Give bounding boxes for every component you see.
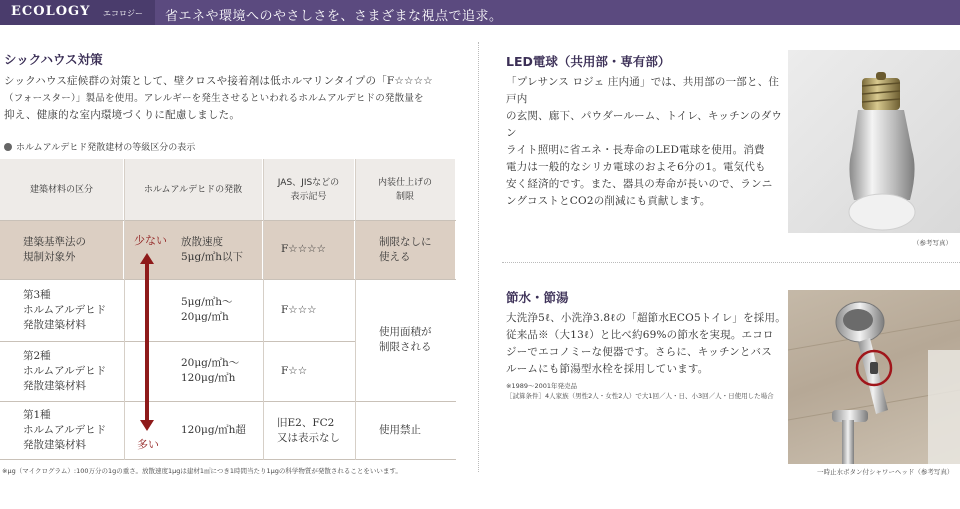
sick-house-body-line: （フォースター）」製品を使用。アレルギーを発生させるといわれるホルムアルデヒドの発散量を [4, 93, 424, 104]
header-title-ja: エコロジー [103, 9, 143, 18]
led-body [506, 74, 786, 210]
arrow-down-icon [140, 420, 154, 431]
water-title: 節水・節湯 [506, 290, 569, 305]
table-row-emission: 120μg/㎡h超 [124, 401, 263, 460]
bullet-icon [4, 143, 12, 151]
water-body [506, 310, 786, 378]
sick-house-body [4, 73, 474, 124]
header-slogan: 省エネや環境へのやさしさを、さまざまな視点で追求。 [165, 9, 503, 24]
table-row-mark: F☆☆ [263, 341, 355, 401]
led-title: LED電球（共用部・専有部） [506, 54, 671, 69]
led-body-line: 「プレサンス ロジェ 庄内通」では、共用部の一部と、住戸内 [506, 76, 780, 105]
table-header-category: 建築材料の区分 [0, 159, 124, 220]
table-row-mark: 旧E2、FC2 又は表示なし [263, 401, 355, 460]
table-title-text: ホルムアルデヒド発散建材の等級区分の表示 [16, 143, 196, 153]
water-note: ［試算条件］4人家族（男性2人・女性2人）で大1回／人・日、小3回／人・日使用した場合 [506, 392, 774, 400]
table-header-limit: 内装仕上げの 制限 [355, 159, 456, 220]
table-header-emission: ホルムアルデヒドの発散 [124, 159, 263, 220]
water-body-line: ルームにも節湯型水栓を採用しています。 [506, 363, 709, 375]
header-tag [0, 0, 155, 25]
table-merged-limit: 使用面積が 制限される [355, 279, 456, 401]
table-divider [124, 159, 125, 460]
table-row-category: 第1種 ホルムアルデヒド 発散建築材料 [0, 401, 124, 460]
table-divider [355, 159, 356, 460]
sick-house-body-line: 抑え、健康的な室内環境づくりに配慮しました。 [4, 109, 241, 121]
table-header-mark: JAS、JISなどの 表示記号 [263, 159, 355, 220]
sick-house-body-line: シックハウス症候群の対策として、壁クロスや接着剤は低ホルマリンタイプの「F☆☆☆☆ [4, 75, 433, 87]
header-title-en: ECOLOGY [11, 4, 91, 19]
table-row-category: 第3種 ホルムアルデヒド 発散建築材料 [0, 279, 124, 341]
high-emission-label: 多い [137, 438, 159, 451]
led-body-line: の玄関、廊下、パウダールーム、トイレ、キッチンのダウン [506, 110, 783, 139]
column-divider [478, 42, 479, 472]
table-row-emission: 5μg/㎡h～ 20μg/㎡h [124, 279, 263, 341]
led-body-line: ライト照明に省エネ・長寿命のLED電球を使用。消費 [506, 144, 765, 156]
formaldehyde-table [0, 159, 456, 460]
table-row-limit: 制限なしに 使える [355, 220, 456, 279]
led-bulb-icon [788, 50, 960, 233]
water-body-line: 大洗浄5ℓ、小洗浄3.8ℓの「超節水ECO5トイレ」を採用。 [506, 312, 786, 324]
water-note: ※1989～2001年発売品 [506, 382, 578, 390]
table-divider [0, 401, 456, 402]
led-body-line: 電力は一般的なシリカ電球のおよそ6分の1。電気代も [506, 161, 766, 173]
section-divider [502, 262, 960, 263]
table-row-mark: F☆☆☆☆ [263, 220, 355, 279]
water-body-line: 従来品※（大13ℓ）と比べ約69%の節水を実現。エコロ [506, 329, 774, 341]
emission-arrow [145, 262, 149, 420]
shower-photo-caption: 一時止水ボタン付シャワーヘッド（参考写真） [817, 468, 954, 476]
sick-house-title: シックハウス対策 [4, 52, 103, 67]
table-divider [0, 279, 456, 280]
table-row-emission: 20μg/㎡h～ 120μg/㎡h [124, 341, 263, 401]
table-row-mark: F☆☆☆ [263, 279, 355, 341]
shower-head-icon [788, 290, 960, 464]
table-divider [0, 220, 456, 221]
led-photo-caption: （参考写真） [913, 239, 952, 247]
table-footnote: ※μg（マイクログラム）:100万分の1gの重さ。放散速度1μgは建材1㎡につき1時間当たり1μgの科学物質が発散されることをいいます。 [2, 467, 402, 475]
header-band [0, 0, 960, 25]
table-divider [0, 341, 355, 342]
table-row-category: 建築基準法の 規制対象外 [0, 220, 124, 279]
water-body-line: ジーでエコノミーな便器です。さらに、キッチンとバス [506, 346, 772, 358]
table-row-emission: 放散速度 5μg/㎡h以下 [124, 220, 263, 279]
table-row-category: 第2種 ホルムアルデヒド 発散建築材料 [0, 341, 124, 401]
low-emission-label: 少ない [134, 234, 167, 247]
table-divider [0, 459, 456, 460]
led-body-line: 安く経済的です。また、器具の寿命が長いので、ランニ [506, 178, 773, 190]
table-divider [263, 159, 264, 460]
table-title [4, 140, 195, 153]
shower-photo [788, 290, 960, 464]
table-row-limit: 使用禁止 [355, 401, 456, 460]
led-body-line: ングコストとCO2の削減にも貢献します。 [506, 195, 711, 207]
led-bulb-photo [788, 50, 960, 233]
